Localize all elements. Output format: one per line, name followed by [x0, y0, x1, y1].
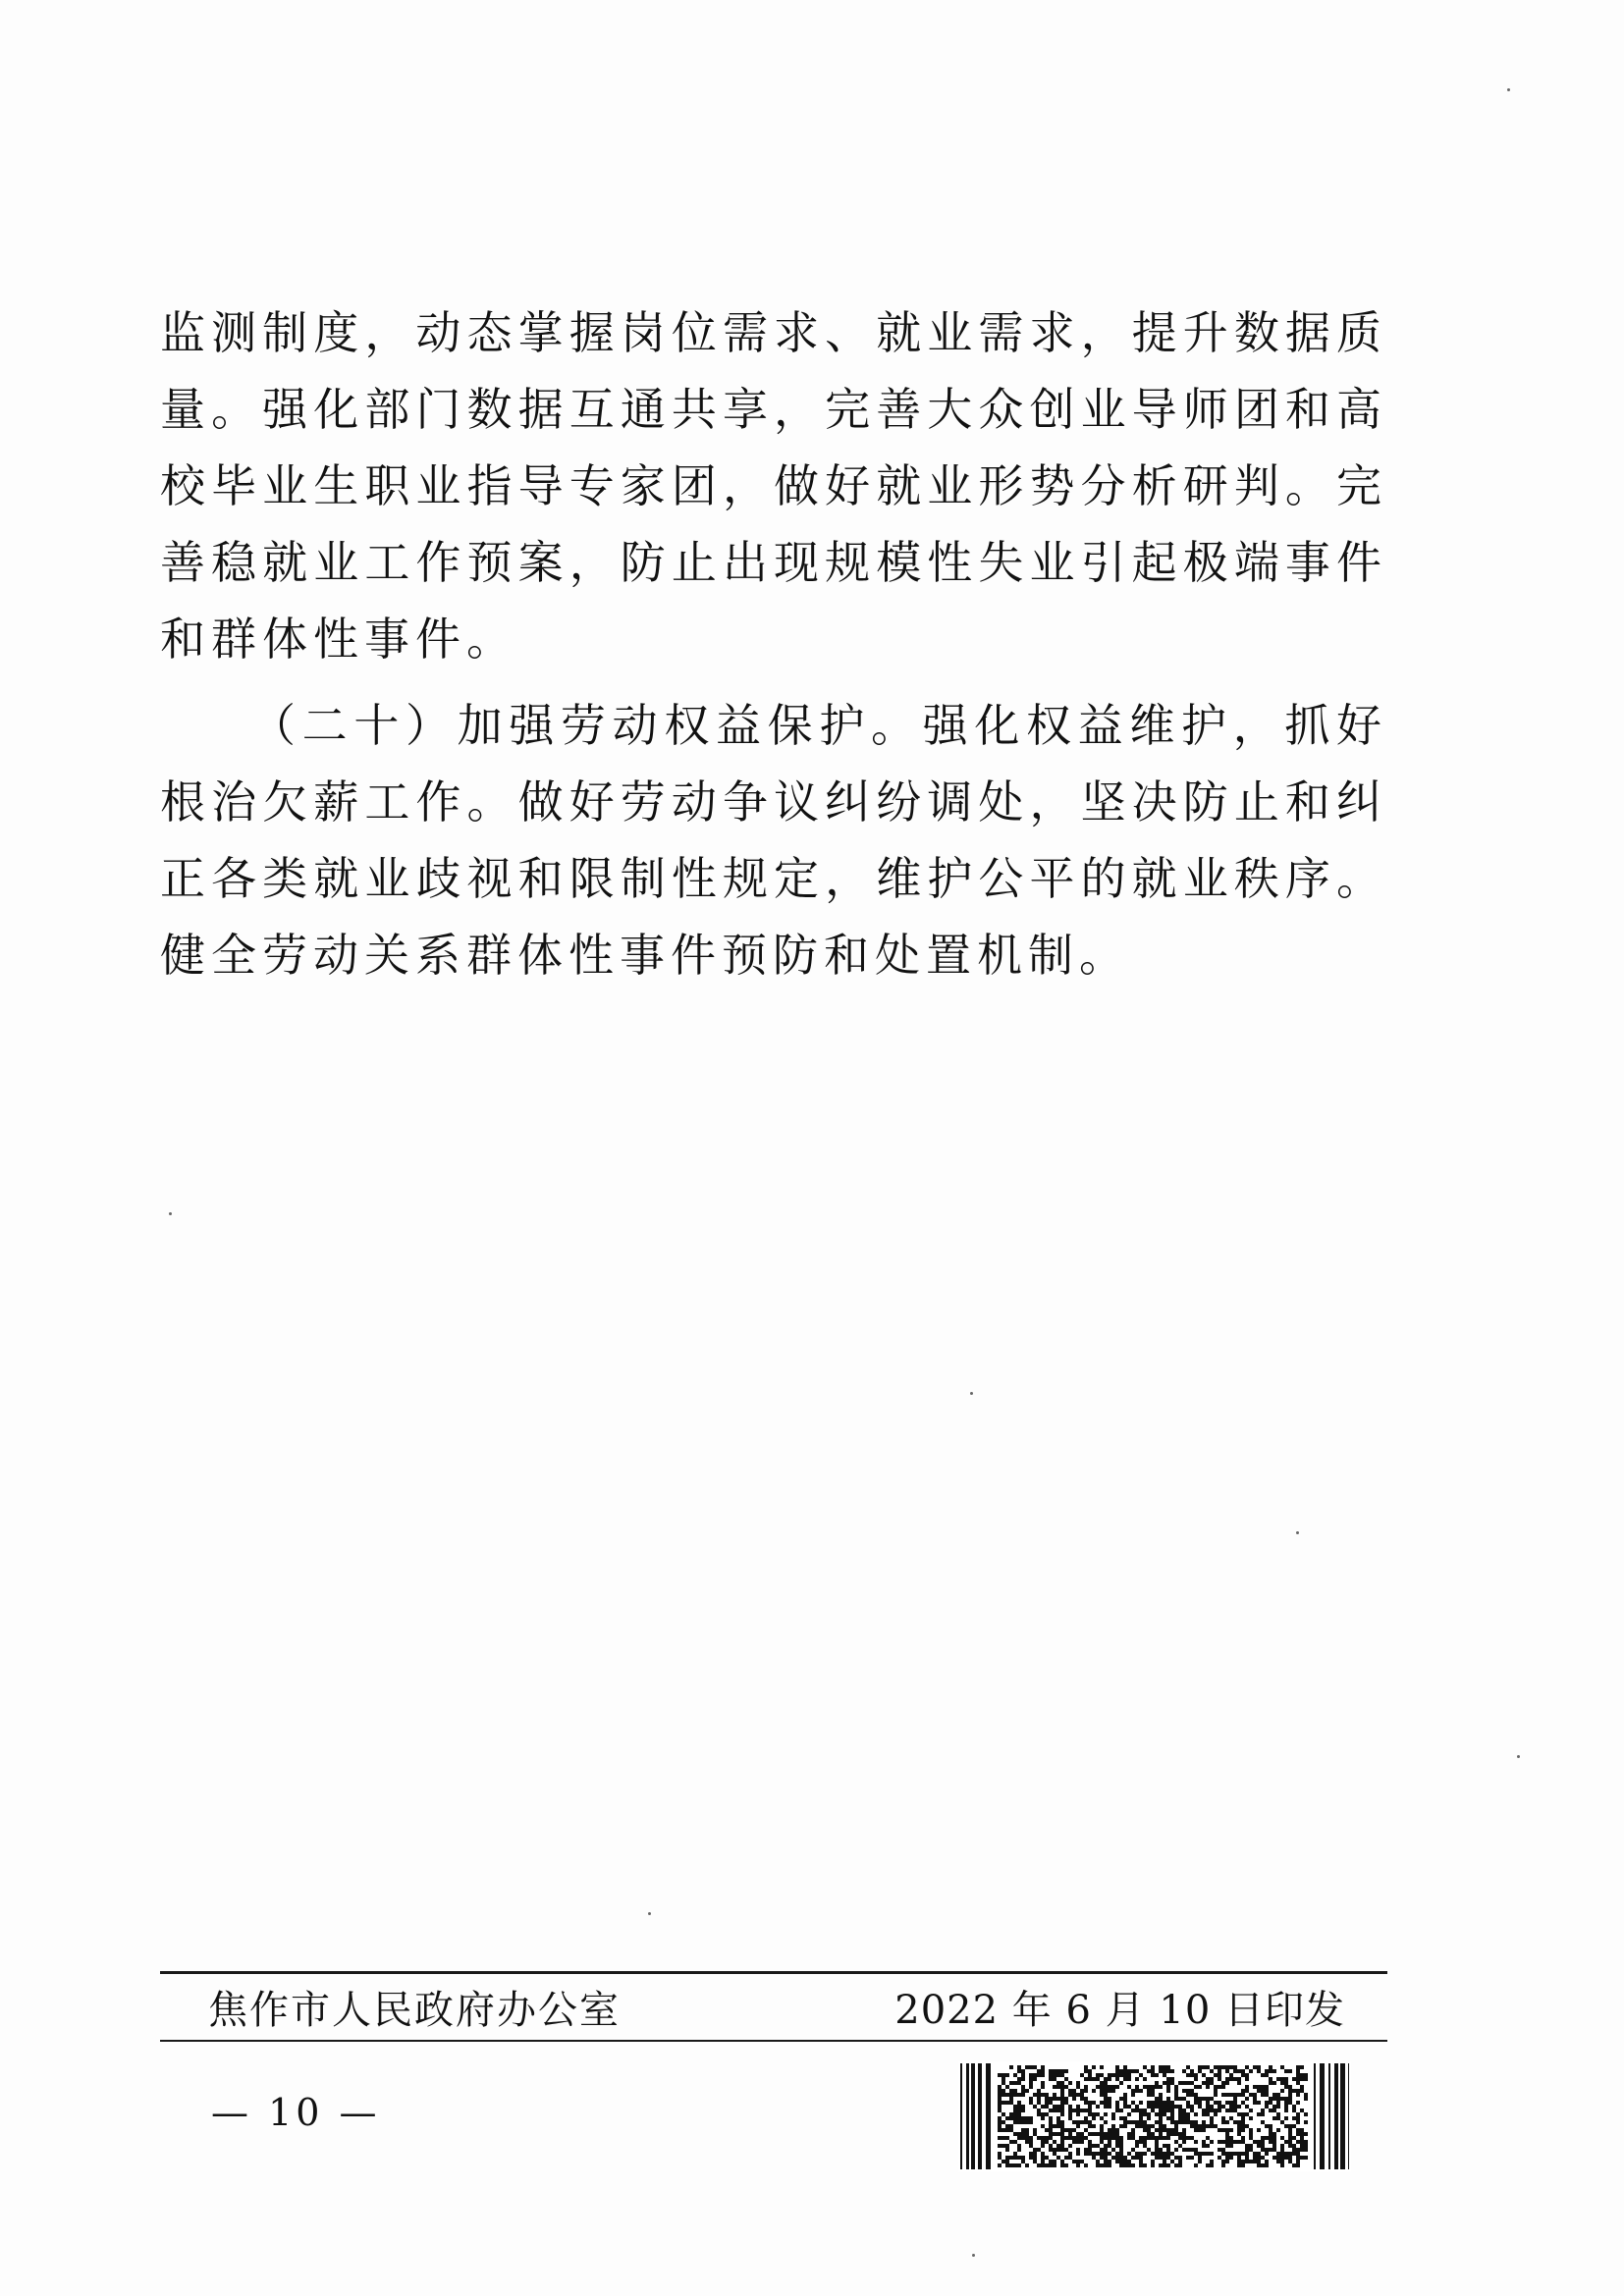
issuing-office: 焦作市人民政府办公室: [208, 1988, 621, 2033]
barcode-icon: [958, 2061, 1351, 2171]
scan-speck: [169, 1212, 172, 1215]
scan-speck: [648, 1912, 651, 1915]
paragraph-continuation: 监测制度，动态掌握岗位需求、就业需求，提升数据质量。强化部门数据互通共享，完善大众创业导师团和高校毕业生职业指导专家团，做好就业形势分析研判。完善稳就业工作预案，防止出现规模性失业引起极端事件和群体性事件。: [160, 306, 1387, 666]
paragraph-twenty: （二十）加强劳动权益保护。强化权益维护，抓好根治欠薪工作。做好劳动争议纠纷调处，坚决防止和纠正各类就业歧视和限制性规定，维护公平的就业秩序。健全劳动关系群体性事件预防和处置机制。: [160, 699, 1387, 982]
scan-speck: [1507, 88, 1510, 91]
footer-rule-top: [160, 1971, 1387, 1974]
page-number: — 10 —: [211, 2091, 381, 2134]
body-text: [160, 294, 1387, 993]
footer-rule-bottom: [160, 2040, 1387, 2042]
print-date: 2022 年 6 月 10 日印发: [894, 1988, 1345, 2033]
scan-speck: [970, 1392, 973, 1395]
scan-speck: [972, 2254, 975, 2257]
scan-speck: [1517, 1755, 1520, 1758]
scan-speck: [1296, 1531, 1299, 1534]
